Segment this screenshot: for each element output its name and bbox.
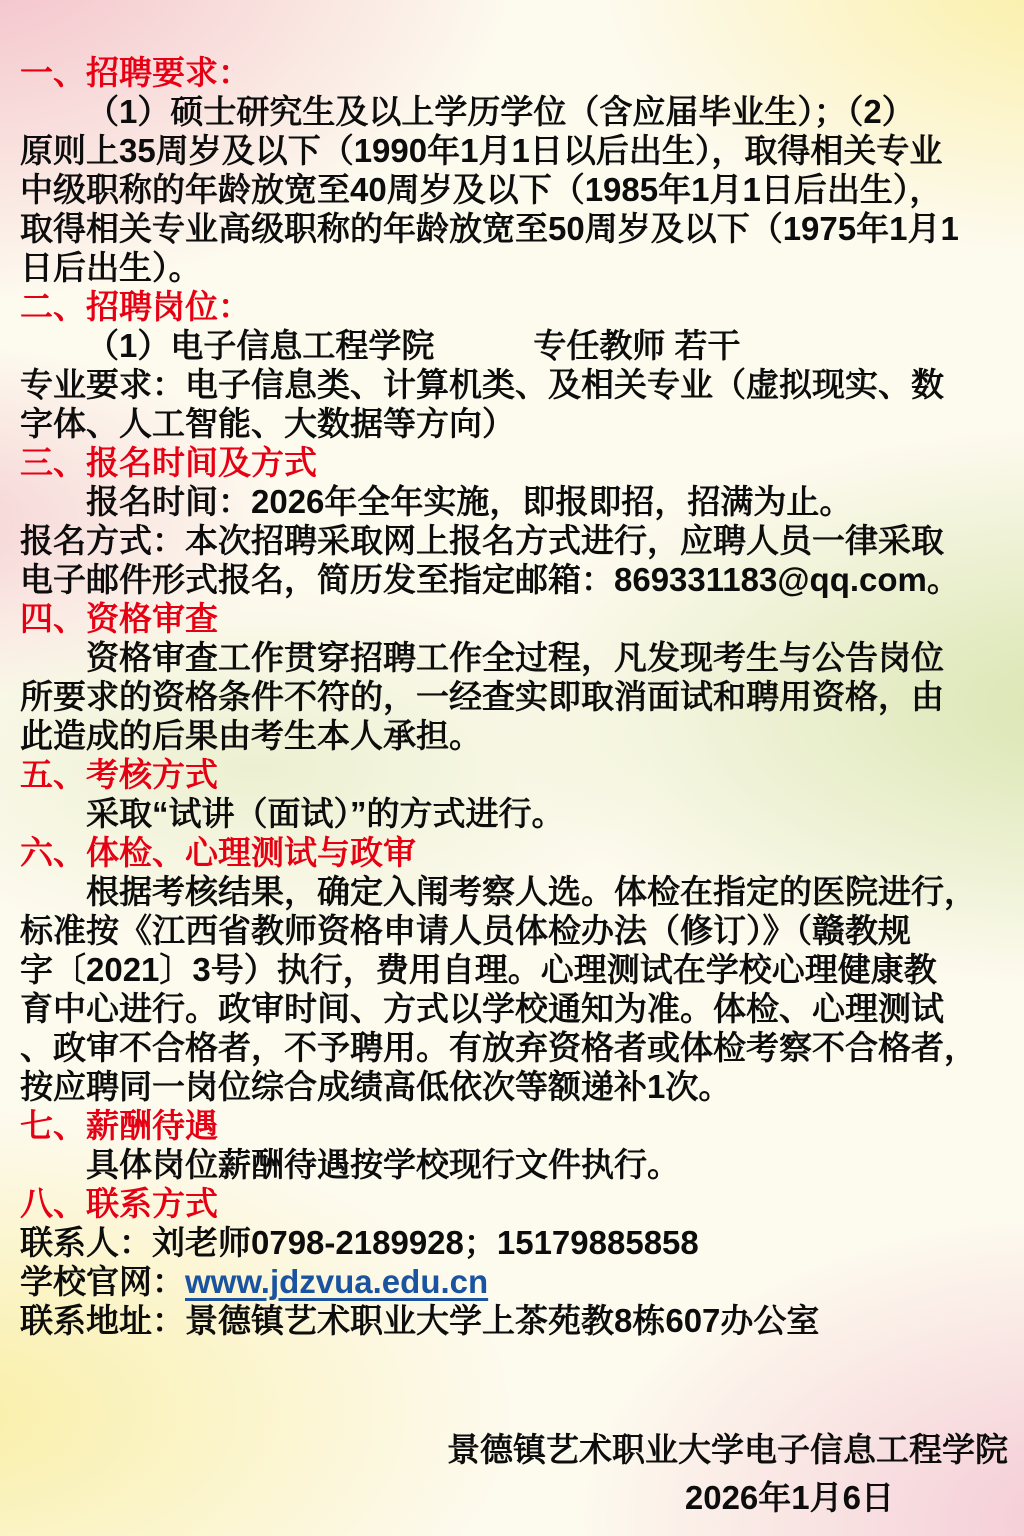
body-line: 专业要求：电子信息类、计算机类、及相关专业（虚拟现实、数 <box>20 366 944 403</box>
section-heading: 三、报名时间及方式 <box>20 444 317 481</box>
body-line: 原则上35周岁及以下（1990年1月1日以后出生），取得相关专业 <box>20 132 943 169</box>
section-heading: 一、招聘要求： <box>20 54 251 91</box>
section-heading: 六、体检、心理测试与政审 <box>20 834 416 871</box>
body-line: 标准按《江西省教师资格申请人员体检办法（修订）》（赣教规 <box>20 912 911 949</box>
body-line: 此造成的后果由考生本人承担。 <box>20 717 482 754</box>
body-line: 采取“试讲（面试）”的方式进行。 <box>86 795 565 832</box>
section-heading: 八、联系方式 <box>20 1185 218 1222</box>
section-heading: 四、资格审查 <box>20 600 218 637</box>
body-line: （1）硕士研究生及以上学历学位（含应届毕业生）；（2） <box>86 93 915 130</box>
body-line: 按应聘同一岗位综合成绩高低依次等额递补1次。 <box>20 1068 732 1105</box>
signature-date: 2026年1月6日 <box>684 1479 894 1516</box>
body-line: 日后出生）。 <box>20 249 202 286</box>
body-line: 、政审不合格者，不予聘用。有放弃资格者或体检考察不合格者， <box>20 1029 977 1066</box>
section-heading: 五、考核方式 <box>20 756 218 793</box>
body-line: 所要求的资格条件不符的，一经查实即取消面试和聘用资格，由 <box>20 678 944 715</box>
body-line: 育中心进行。政审时间、方式以学校通知为准。体检、心理测试 <box>20 990 944 1027</box>
signature-organization: 景德镇艺术职业大学电子信息工程学院 <box>447 1431 1008 1468</box>
website-line <box>20 1262 1010 1301</box>
signature-block <box>0 1426 1024 1522</box>
body-line: 字〔2021〕3号）执行，费用自理。心理测试在学校心理健康教 <box>20 951 937 988</box>
body-line: 取得相关专业高级职称的年龄放宽至50周岁及以下（1975年1月1 <box>20 210 959 247</box>
body-line: 报名时间：2026年全年实施，即报即招，招满为止。 <box>86 483 853 520</box>
body-line: 具体岗位薪酬待遇按学校现行文件执行。 <box>86 1146 680 1183</box>
body-line: 根据考核结果，确定入闱考察人选。体检在指定的医院进行， <box>86 873 977 910</box>
body-line: 电子邮件形式报名，简历发至指定邮箱：869331183@qq.com。 <box>20 561 960 598</box>
website-label: 学校官网： <box>20 1263 185 1300</box>
body-line: 联系地址：景德镇艺术职业大学上茶苑教8栋607办公室 <box>20 1302 820 1339</box>
body-line: 资格审查工作贯穿招聘工作全过程，凡发现考生与公告岗位 <box>86 639 944 676</box>
section-heading: 二、招聘岗位： <box>20 288 251 325</box>
body-line: 中级职称的年龄放宽至40周岁及以下（1985年1月1日后出生）， <box>20 171 943 208</box>
section-heading: 七、薪酬待遇 <box>20 1107 218 1144</box>
website-link[interactable]: www.jdzvua.edu.cn <box>185 1263 489 1300</box>
body-line: 字体、人工智能、大数据等方向） <box>20 405 515 442</box>
body-line: （1）电子信息工程学院 专任教师 若干 <box>86 327 741 364</box>
body-line: 联系人：刘老师0798-2189928；15179885858 <box>20 1224 699 1261</box>
body-line: 报名方式：本次招聘采取网上报名方式进行，应聘人员一律采取 <box>20 522 944 559</box>
